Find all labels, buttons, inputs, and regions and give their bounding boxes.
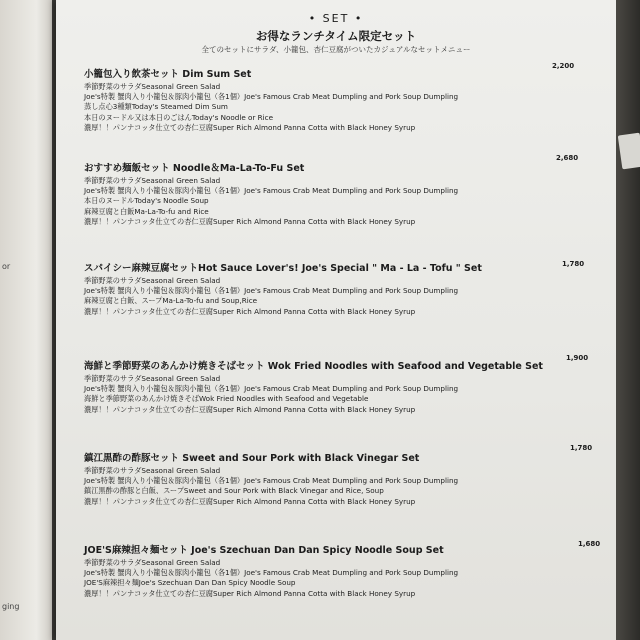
menu-line: 麻辣豆腐と白飯Ma-La-To-fu and Rice [84, 206, 209, 216]
menu-subtitle: 全てのセットにサラダ、小籠包、杏仁豆腐がついたカジュアルなセットメニュー [201, 45, 471, 54]
section-price: 1,780 [570, 444, 593, 452]
menu-line: 濃厚！！パンナコッタ仕立ての杏仁豆腐Super Rich Almond Panna Cotta with Black Honey Syrup [84, 496, 416, 506]
menu-line: 本日のヌードルToday's Noodle Soup [84, 196, 209, 206]
section-title: 鎮江黒酢の酢豚セット Sweet and Sour Pork with Black Vinegar Set [84, 453, 420, 464]
menu-line: 鎮江黒酢の酢豚と白飯、スープSweet and Sour Pork with Black Vinegar and Rice, Soup [84, 486, 384, 496]
menu-line: 季節野菜のサラダSeasonal Green Salad [84, 82, 221, 91]
menu-line: 濃厚！！パンナコッタ仕立ての杏仁豆腐Super Rich Almond Panna Cotta with Black Honey Syrup [84, 588, 416, 598]
menu-line: 麻辣豆腐と白飯、スープMa-La-To-fu and Soup,Rice [84, 296, 258, 306]
menu-line: Joe's特製 蟹肉入り小籠包＆豚肉小籠包（各1個）Joe's Famous Crab Meat Dumpling and Pork Soup Dumpling [84, 92, 459, 102]
table-background [616, 0, 640, 640]
section-title: 海鮮と季節野菜のあんかけ焼きそばセット Wok Fried Noodles with Seafood and Vegetable Set [84, 361, 543, 372]
menu-page [56, 0, 616, 640]
lunch-set-title: お得なランチタイム限定セット [255, 29, 417, 43]
menu-line: 濃厚！！パンナコッタ仕立ての杏仁豆腐Super Rich Almond Panna Cotta with Black Honey Syrup [84, 404, 416, 414]
menu-line: Joe's特製 蟹肉入り小籠包＆豚肉小籠包（各1個）Joe's Famous Crab Meat Dumpling and Pork Soup Dumpling [84, 384, 459, 394]
menu-line: Joe's特製 蟹肉入り小籠包＆豚肉小籠包（各1個）Joe's Famous Crab Meat Dumpling and Pork Soup Dumpling [84, 286, 459, 296]
section-title: スパイシー麻辣豆腐セットHot Sauce Lover's! Joe's Special " Ma - La - Tofu " Set [84, 263, 482, 274]
section-price: 1,780 [562, 260, 585, 268]
menu-line: 濃厚！！パンナコッタ仕立ての杏仁豆腐Super Rich Almond Panna Cotta with Black Honey Syrup [84, 216, 416, 226]
set-heading: • SET • [308, 12, 364, 25]
page-fragment: or [2, 262, 11, 271]
menu-line: 季節野菜のサラダSeasonal Green Salad [84, 276, 221, 285]
section-title: JOE'S麻辣担々麺セット Joe's Szechuan Dan Dan Spicy Noodle Soup Set [84, 545, 444, 556]
menu-line: 蒸し点心3種類Today's Steamed Dim Sum [84, 102, 228, 112]
menu-line: 濃厚！！パンナコッタ仕立ての杏仁豆腐Super Rich Almond Panna Cotta with Black Honey Syrup [84, 122, 416, 132]
menu-line: 濃厚！！パンナコッタ仕立ての杏仁豆腐Super Rich Almond Panna Cotta with Black Honey Syrup [84, 306, 416, 316]
menu-section-spicy-malatofu [84, 262, 594, 317]
menu-line: 季節野菜のサラダSeasonal Green Salad [84, 466, 221, 475]
menu-line: Joe's特製 蟹肉入り小籠包＆豚肉小籠包（各1個）Joe's Famous Crab Meat Dumpling and Pork Soup Dumpling [84, 186, 459, 196]
section-price: 2,680 [556, 154, 579, 162]
section-price: 1,900 [566, 354, 589, 362]
menu-line: 季節野菜のサラダSeasonal Green Salad [84, 176, 221, 185]
section-price: 1,680 [578, 540, 601, 548]
menu-line: JOE'S麻辣担々麺Joe's Szechuan Dan Dan Spicy Noodle Soup [84, 578, 296, 588]
menu-section-sweet-sour-pork [84, 444, 594, 507]
menu-line: Joe's特製 蟹肉入り小籠包＆豚肉小籠包（各1個）Joe's Famous Crab Meat Dumpling and Pork Soup Dumpling [84, 476, 459, 486]
background-card [618, 133, 640, 170]
section-title: おすすめ麺飯セット Noodle＆Ma-La-To-Fu Set [84, 163, 305, 174]
menu-line: 本日のヌードル又は本日のごはんToday's Noodle or Rice [84, 112, 274, 122]
adjacent-page [0, 0, 52, 640]
menu-line: 季節野菜のサラダSeasonal Green Salad [84, 374, 221, 383]
section-price: 2,200 [552, 62, 575, 70]
menu-line: 海鮮と季節野菜のあんかけ焼きそばWok Fried Noodles with Seafood and Vegetable [84, 394, 369, 404]
section-title: 小籠包入り飲茶セット Dim Sum Set [84, 69, 252, 80]
menu-section-wok-noodles [84, 354, 594, 415]
menu-line: 季節野菜のサラダSeasonal Green Salad [84, 558, 221, 567]
page-fragment: ging [2, 602, 20, 611]
menu-line: Joe's特製 蟹肉入り小籠包＆豚肉小籠包（各1個）Joe's Famous Crab Meat Dumpling and Pork Soup Dumpling [84, 568, 459, 578]
menu-section-dim-sum [84, 62, 594, 133]
menu-section-noodle-malatofu [84, 154, 594, 227]
menu-section-dan-dan [84, 540, 601, 599]
